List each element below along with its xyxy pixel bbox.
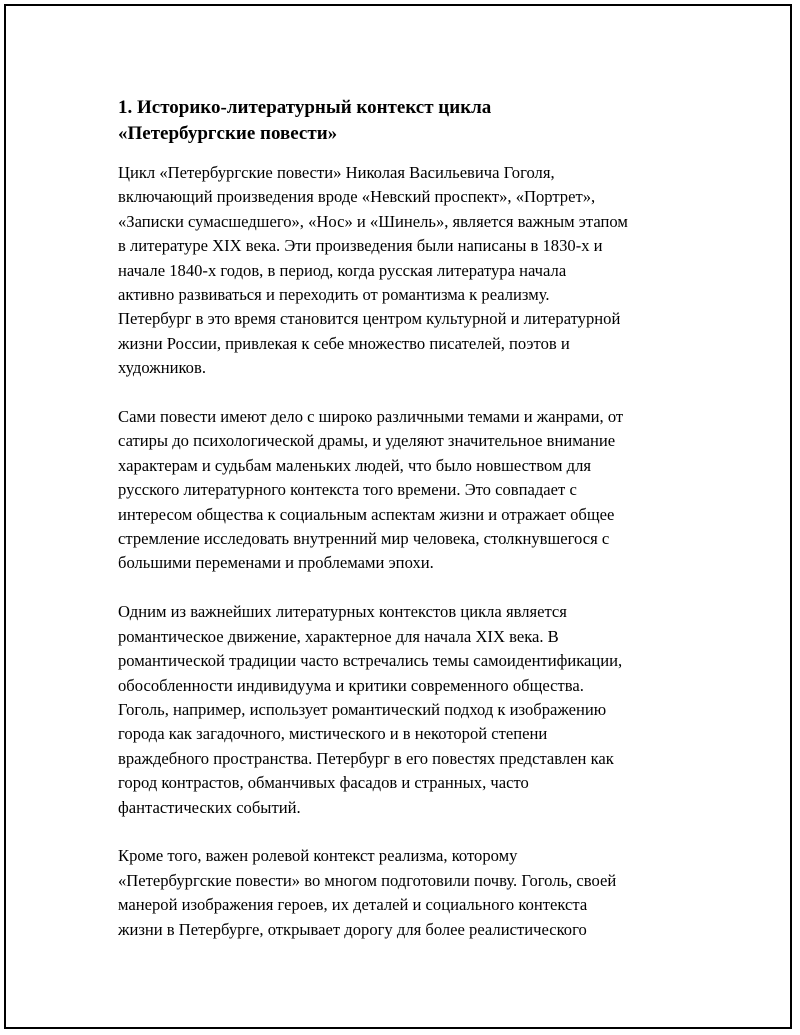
paragraph-1 (118, 161, 718, 381)
text-line: фантастических событий. (118, 797, 301, 817)
text-line: стремление исследовать внутренний мир человека, столкнувшегося с (118, 529, 610, 549)
text-line: враждебного пространства. Петербург в его повестях представлен как (118, 748, 614, 768)
text-line: город контрастов, обманчивых фасадов и странных, часто (118, 773, 529, 793)
text-line: обособленности индивидуума и критики современного общества. (118, 675, 584, 695)
heading-line: «Петербургские повести» (118, 123, 338, 144)
text-line: интересом общества к социальным аспектам жизни и отражает общее (118, 504, 615, 524)
text-line: Сами повести имеют дело с широко различными темами и жанрами, от (118, 407, 624, 427)
paragraph-2 (118, 405, 718, 576)
text-line: романтической традиции часто встречались темы самоидентификации, (118, 651, 623, 671)
text-line: «Записки сумасшедшего», «Нос» и «Шинель», является важным этапом (118, 211, 628, 231)
heading-line: 1. Историко-литературный контекст цикла (118, 97, 492, 118)
text-line: русского литературного контекста того времени. Это совпадает с (118, 480, 577, 500)
text-line: жизни в Петербурге, открывает дорогу для более реалистического (118, 919, 587, 939)
text-line: Цикл «Петербургские повести» Николая Васильевича Гоголя, (118, 163, 555, 182)
paragraph-3 (118, 600, 718, 820)
section-heading (118, 95, 718, 147)
document-content (118, 95, 718, 966)
paragraph-4 (118, 844, 718, 942)
text-line: в литературе XIX века. Эти произведения были написаны в 1830-х и (118, 236, 603, 256)
text-line: Кроме того, важен ролевой контекст реализма, которому (118, 846, 518, 866)
text-line: Гоголь, например, использует романтический подход к изображению (118, 699, 607, 719)
text-line: большими переменами и проблемами эпохи. (118, 553, 434, 573)
text-line: Одним из важнейших литературных контекстов цикла является (118, 602, 567, 622)
text-line: романтическое движение, характерное для начала XIX века. В (118, 626, 559, 646)
text-line: характерам и судьбам маленьких людей, что было новшеством для (118, 455, 592, 475)
text-line: включающий произведения вроде «Невский проспект», «Портрет», (118, 187, 596, 207)
text-line: города как загадочного, мистического и в некоторой степени (118, 724, 548, 744)
text-line: «Петербургские повести» во многом подготовили почву. Гоголь, своей (118, 870, 617, 890)
text-line: начале 1840-х годов, в период, когда русская литература начала (118, 260, 567, 280)
text-line: жизни России, привлекая к себе множество писателей, поэтов и (118, 333, 570, 353)
text-line: Петербург в это время становится центром культурной и литературной (118, 309, 621, 329)
text-line: художников. (118, 358, 206, 378)
text-line: сатиры до психологической драмы, и уделяют значительное внимание (118, 431, 616, 451)
text-line: активно развиваться и переходить от романтизма к реализму. (118, 285, 550, 305)
text-line: манерой изображения героев, их деталей и социального контекста (118, 895, 588, 915)
